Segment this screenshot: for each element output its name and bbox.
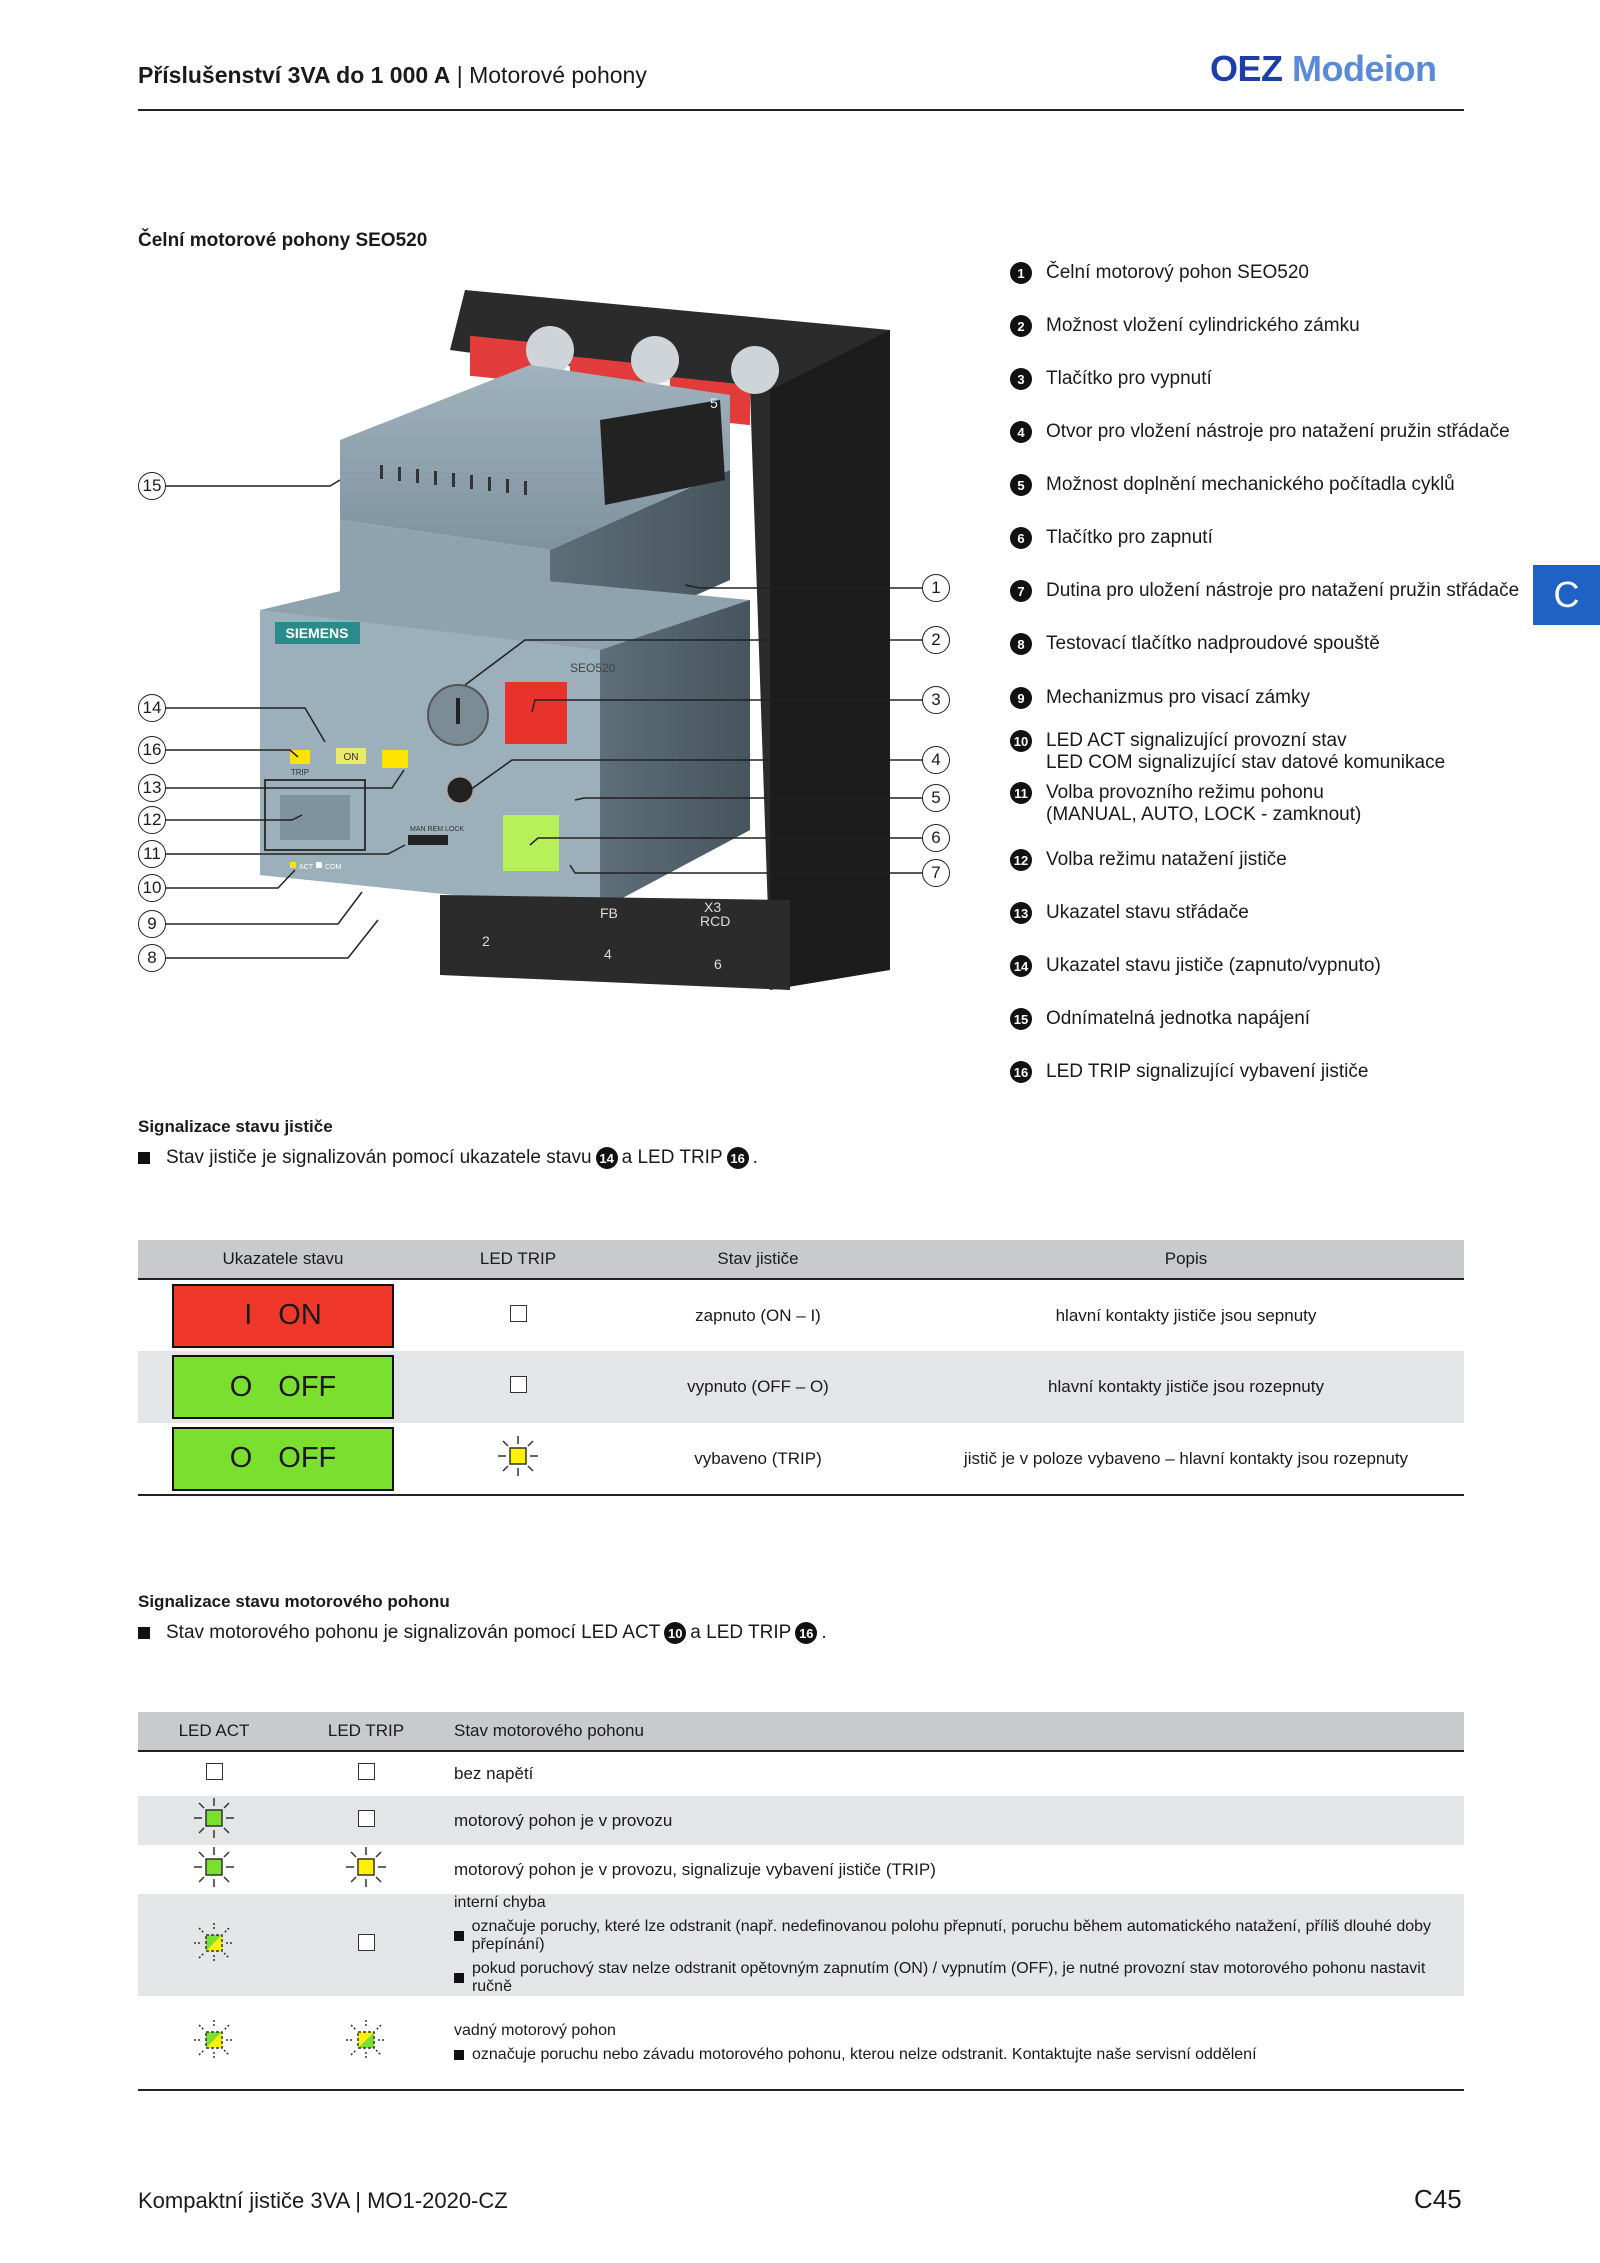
legend-item: 5 Možnost doplnění mechanického počítadla cyklů [1010, 474, 1455, 496]
callout-14: 14 [138, 694, 166, 722]
svg-text:6: 6 [714, 956, 722, 972]
legend-item: 1 Čelní motorový pohon SEO520 [1010, 262, 1309, 284]
bullet-square-icon [454, 1973, 464, 1983]
svg-text:MAN REM LOCK: MAN REM LOCK [410, 826, 465, 833]
legend-item: 3 Tlačítko pro vypnutí [1010, 368, 1212, 390]
legend-item: 14 Ukazatel stavu jističe (zapnuto/vypnuto) [1010, 955, 1381, 977]
callout-11: 11 [138, 840, 166, 868]
legend-item: 7 Dutina pro uložení nástroje pro natažení pružin střádače [1010, 580, 1519, 602]
status-indicator-off: O OFF [172, 1355, 394, 1419]
led-yellow-lit-icon [344, 1845, 388, 1889]
svg-text:COM: COM [325, 864, 342, 871]
svg-text:5: 5 [710, 395, 718, 411]
svg-text:ACT: ACT [299, 864, 313, 871]
page-footer: Kompaktní jističe 3VA | MO1-2020-CZ [138, 2188, 508, 2213]
led-yellow-lit-icon [496, 1434, 540, 1478]
led-blinking-icon [192, 2018, 236, 2062]
table-row: motorový pohon je v provozu [138, 1796, 1464, 1845]
table-row: motorový pohon je v provozu, signalizuje vybavení jističe (TRIP) [138, 1845, 1464, 1894]
legend-item: 4 Otvor pro vložení nástroje pro natažení pružin střádače [1010, 421, 1510, 443]
led-off-icon [206, 1763, 223, 1780]
led-green-lit-icon [192, 1796, 236, 1840]
breaker-status-table: Ukazatele stavu LED TRIP Stav jističe Popis I ON zapnuto (ON – I) hlavní kontakty jističe jsou sepnuty O OFF vypnuto (OFF – O) hlavní kontakty jističe jsou rozepnuty O OFF vybaveno (TRIP) jistič je v poloze vybaveno – hlavní kontakty jsou rozepnuty [138, 1240, 1464, 1496]
page-header-title: Příslušenství 3VA do 1 000 A | Motorové pohony [138, 62, 647, 88]
motor-drive-status-table: LED ACT LED TRIP Stav motorového pohonu bez napětí motorový pohon je v provozu motorový pohon je v provozu, signalizuje vybavení jističe (TRIP) interní chyba označuje poruchy, které lze odstranit (např. nedefinovanou polohu přepnutí, poruchu během automatického natažení, příliš dlouhé doby přepínání) pokud poruchový stav nelze odstranit opětovným zapnutím (ON) / vypnutím (OFF), je nutné provozní stav motorového pohonu nastavit ručně vadný motorový pohon označuje poruchu nebo závadu motorového pohonu, kterou nelze odstranit. Kontaktujte naše servisní oddělení [138, 1712, 1464, 2091]
svg-text:4: 4 [604, 946, 612, 962]
svg-text:TRIP: TRIP [290, 768, 310, 777]
svg-text:ON: ON [343, 752, 359, 763]
callout-10: 10 [138, 874, 166, 902]
legend-item: 6 Tlačítko pro zapnutí [1010, 527, 1213, 549]
section-title-drive-signal: Signalizace stavu motorového pohonu [138, 1592, 450, 1611]
led-off-icon [358, 1763, 375, 1780]
led-off-icon [358, 1810, 375, 1827]
callout-12: 12 [138, 806, 166, 834]
legend-item: 12 Volba režimu natažení jističe [1010, 849, 1287, 871]
legend-item: 8 Testovací tlačítko nadproudové spouště [1010, 633, 1380, 655]
bullet-drive-signal: Stav motorového pohonu je signalizován pomocí LED ACT 10 a LED TRIP 16 . [138, 1622, 827, 1644]
header-divider [138, 109, 1464, 111]
callout-16: 16 [138, 736, 166, 764]
faulty-drive-cell: vadný motorový pohon označuje poruchu nebo závadu motorového pohonu, kterou nelze odstranit. Kontaktujte naše servisní oddělení [442, 1996, 1464, 2090]
bullet-square-icon [138, 1627, 150, 1639]
led-blinking-icon [344, 2018, 388, 2062]
bullet-square-icon [454, 1931, 464, 1941]
table-row [138, 1996, 1464, 2090]
legend-item: 11 Volba provozního režimu pohonu (MANUAL, AUTO, LOCK - zamknout) [1010, 782, 1361, 826]
led-green-lit-icon [192, 1845, 236, 1889]
led-off-icon [510, 1376, 527, 1393]
bullet-breaker-signal: Stav jističe je signalizován pomocí ukazatele stavu 14 a LED TRIP 16 . [138, 1147, 758, 1169]
table-row: I ON zapnuto (ON – I) hlavní kontakty jističe jsou sepnuty [138, 1279, 1464, 1351]
legend-item: 15 Odnímatelná jednotka napájení [1010, 1008, 1310, 1030]
callout-4: 4 [922, 746, 950, 774]
bullet-square-icon [138, 1152, 150, 1164]
table-row [138, 1894, 1464, 1996]
callout-5: 5 [922, 784, 950, 812]
brand-label: SIEMENS [285, 625, 349, 641]
svg-text:FB: FB [600, 905, 618, 921]
page-number: C45 [1414, 2184, 1462, 2214]
callout-3: 3 [922, 686, 950, 714]
callout-1: 1 [922, 574, 950, 602]
callout-6: 6 [922, 824, 950, 852]
led-off-icon [358, 1934, 375, 1951]
section-title-seo520: Čelní motorové pohony SEO520 [138, 230, 428, 251]
svg-text:X3: X3 [704, 899, 722, 915]
motor-drive-illustration [130, 270, 960, 1010]
led-blinking-icon [192, 1921, 236, 1965]
legend-item: 2 Možnost vložení cylindrického zámku [1010, 315, 1360, 337]
legend-item: 10 LED ACT signalizující provozní stav LED COM signalizující stav datové komunikace [1010, 730, 1445, 774]
legend-item: 13 Ukazatel stavu střádače [1010, 902, 1249, 924]
callout-15: 15 [138, 472, 166, 500]
callout-9: 9 [138, 910, 166, 938]
table-row: bez napětí [138, 1751, 1464, 1796]
chapter-tab: C [1533, 565, 1600, 625]
section-title-breaker-signal: Signalizace stavu jističe [138, 1117, 333, 1136]
status-indicator-on: I ON [172, 1284, 394, 1348]
oez-logo: OEZ Modeion [1210, 48, 1437, 89]
table-row: O OFF vypnuto (OFF – O) hlavní kontakty jističe jsou rozepnuty [138, 1351, 1464, 1423]
callout-2: 2 [922, 626, 950, 654]
legend-item: 16 LED TRIP signalizující vybavení jističe [1010, 1061, 1368, 1083]
internal-error-cell: interní chyba označuje poruchy, které lze odstranit (např. nedefinovanou polohu přepnutí, poruchu během automatického natažení, příliš dlouhé doby přepínání) pokud poruchový stav nelze odstranit opětovným zapnutím (ON) / vypnutím (OFF), je nutné provozní stav motorového pohonu nastavit ručně [442, 1894, 1464, 1996]
callout-7: 7 [922, 859, 950, 887]
model-label: SEO520 [570, 661, 616, 675]
legend-item: 9 Mechanizmus pro visací zámky [1010, 687, 1310, 709]
callout-13: 13 [138, 774, 166, 802]
svg-text:2: 2 [482, 933, 490, 949]
table-row: O OFF vybaveno (TRIP) jistič je v poloze vybaveno – hlavní kontakty jsou rozepnuty [138, 1423, 1464, 1495]
callout-8: 8 [138, 944, 166, 972]
led-off-icon [510, 1305, 527, 1322]
status-indicator-off: O OFF [172, 1427, 394, 1491]
bullet-square-icon [454, 2050, 464, 2060]
svg-text:RCD: RCD [700, 913, 731, 929]
